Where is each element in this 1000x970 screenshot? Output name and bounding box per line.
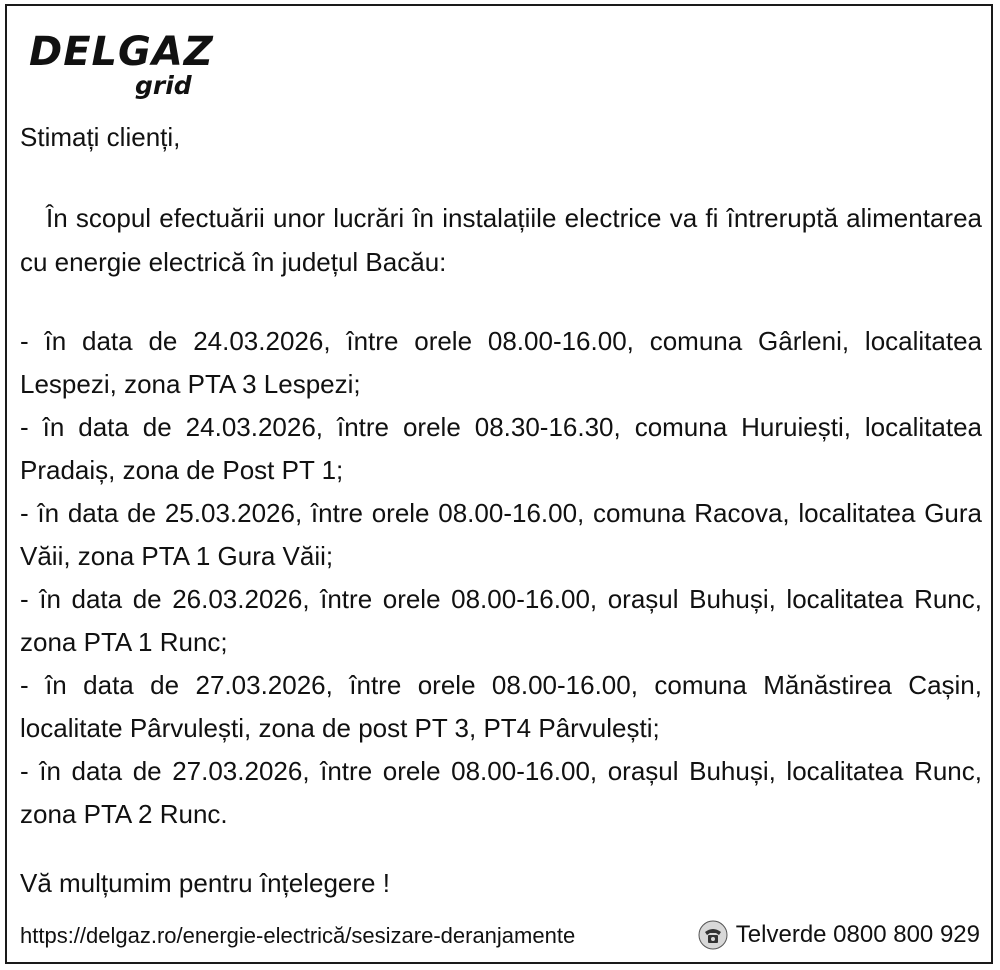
outage-item: - în data de 27.03.2026, între orele 08.00-16.00, orașul Buhuși, localitatea Runc, zona PTA 2 Runc. xyxy=(20,756,982,829)
logo-sub: grid xyxy=(135,71,192,100)
deranjamente-link[interactable]: https://delgaz.ro/energie-electrică/sesizare-deranjamente xyxy=(20,923,576,948)
intro-paragraph: În scopul efectuării unor lucrări în instalațiile electrice va fi întreruptă alimentarea cu energie electrică în județul Bacău: xyxy=(20,203,982,277)
telverde-contact xyxy=(698,919,980,951)
outage-item: - în data de 25.03.2026, între orele 08.00-16.00, comuna Racova, localitatea Gura Văii, zona PTA 1 Gura Văii; xyxy=(20,498,982,571)
telephone-icon xyxy=(698,920,728,950)
greeting: Stimați clienți, xyxy=(20,122,181,152)
telverde-number: Telverde 0800 800 929 xyxy=(735,921,980,948)
logo-brand: DELGAZ xyxy=(29,29,214,75)
outage-item: - în data de 27.03.2026, între orele 08.00-16.00, comuna Mănăstirea Cașin, localitate Pârvulești, zona de post PT 3, PT4 Pârvulești; xyxy=(20,670,982,743)
outage-item: - în data de 24.03.2026, între orele 08.00-16.00, comuna Gârleni, localitatea Lespezi, zona PTA 3 Lespezi; xyxy=(20,326,982,399)
outage-item: - în data de 26.03.2026, între orele 08.00-16.00, orașul Buhuși, localitatea Runc, zona PTA 1 Runc; xyxy=(20,584,982,657)
delgaz-grid-logo xyxy=(29,26,219,106)
outage-list xyxy=(20,320,982,836)
outage-item: - în data de 24.03.2026, între orele 08.30-16.30, comuna Huruiești, localitatea Pradaiș, zona de Post PT 1; xyxy=(20,412,982,485)
thanks-message: Vă mulțumim pentru înțelegere ! xyxy=(20,868,390,898)
